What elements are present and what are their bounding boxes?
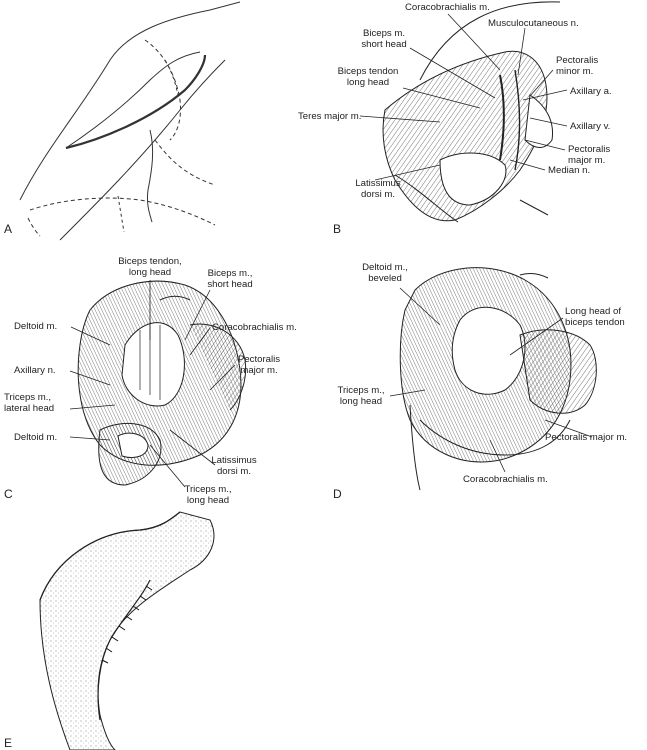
label-b-musculocutaneous: Musculocutaneous n. <box>488 18 579 29</box>
label-c-biceps-tendon-line2: long head <box>128 267 172 278</box>
label-c-latissimus-line1: Latissimus <box>211 455 257 466</box>
label-c-axillary-n: Axillary n. <box>14 365 56 376</box>
label-c-coracobrachialis: Coracobrachialis m. <box>212 322 297 333</box>
label-c-latissimus-line2: dorsi m. <box>216 466 252 477</box>
label-b-biceps-tendon-line2: long head <box>346 77 390 88</box>
label-d-long-head <box>565 306 625 328</box>
label-c-pectoralis-major-line1: Pectoralis <box>237 354 281 365</box>
label-c-triceps-long-line2: long head <box>186 495 230 506</box>
panel-d-drawing <box>400 268 596 490</box>
label-b-biceps-short-head <box>354 28 414 50</box>
label-c-biceps-tendon <box>110 256 190 278</box>
label-b-pectoralis-major-line2: major m. <box>568 155 606 166</box>
label-b-biceps-tendon-line1: Biceps tendon <box>337 66 399 77</box>
panel-letter-b: B <box>333 222 342 236</box>
label-b-axillary-a: Axillary a. <box>570 86 612 97</box>
label-c-deltoid-bottom: Deltoid m. <box>14 432 58 443</box>
label-b-teres-major: Teres major m. <box>298 111 362 122</box>
label-d-triceps-long <box>330 385 392 407</box>
label-c-triceps-lateral-line1: Triceps m., <box>4 392 52 403</box>
label-b-pectoralis-major-line1: Pectoralis <box>568 144 611 155</box>
label-c-pectoralis-major-line2: major m. <box>240 365 278 376</box>
label-b-biceps-short-line1: Biceps m. <box>362 28 406 39</box>
panel-letter-e: E <box>4 736 13 750</box>
label-b-biceps-tendon <box>330 66 406 88</box>
label-b-latissimus <box>350 178 406 200</box>
panel-a-drawing <box>20 2 240 240</box>
label-b-axillary-v: Axillary v. <box>570 121 611 132</box>
label-d-triceps-long-line1: Triceps m., <box>337 385 385 396</box>
label-d-pectoralis-major: Pectoralis major m. <box>545 432 628 443</box>
label-b-biceps-short-line2: short head <box>361 39 407 50</box>
label-b-pectoralis-major <box>568 144 610 166</box>
label-b-latissimus-line2: dorsi m. <box>360 189 396 200</box>
label-d-long-head-line2: biceps tendon <box>565 317 625 328</box>
panel-letter-a: A <box>4 222 13 236</box>
label-b-median-n: Median n. <box>548 165 591 176</box>
label-c-biceps-tendon-line1: Biceps tendon, <box>118 256 182 267</box>
label-b-latissimus-line1: Latissimus <box>355 178 401 189</box>
label-c-triceps-long-line1: Triceps m., <box>184 484 232 495</box>
label-b-pectoralis-minor-line2: minor m. <box>556 66 594 77</box>
label-c-latissimus <box>206 455 262 477</box>
label-d-deltoid-line1: Deltoid m., <box>362 262 408 273</box>
label-d-triceps-long-line2: long head <box>339 396 383 407</box>
label-d-deltoid-line2: beveled <box>368 273 402 284</box>
label-c-biceps-short-line1: Biceps m., <box>207 268 253 279</box>
label-c-pectoralis-major <box>230 354 288 376</box>
label-c-deltoid-top: Deltoid m. <box>14 321 58 332</box>
label-d-coracobrachialis: Coracobrachialis m. <box>463 474 548 485</box>
label-b-coracobrachialis: Coracobrachialis m. <box>405 2 490 13</box>
panel-letter-d: D <box>333 487 342 501</box>
label-d-long-head-line1: Long head of <box>565 306 622 317</box>
panel-letter-c: C <box>4 487 13 501</box>
label-d-deltoid <box>354 262 416 284</box>
label-c-triceps-lateral <box>4 392 54 414</box>
label-c-triceps-long <box>178 484 238 506</box>
label-c-biceps-short-head <box>198 268 262 290</box>
label-b-pectoralis-minor-line1: Pectoralis <box>556 55 599 66</box>
label-c-triceps-lateral-line2: lateral head <box>4 403 55 414</box>
label-b-pectoralis-minor <box>556 55 598 77</box>
panel-e-drawing <box>40 512 214 750</box>
label-c-biceps-short-line2: short head <box>207 279 253 290</box>
